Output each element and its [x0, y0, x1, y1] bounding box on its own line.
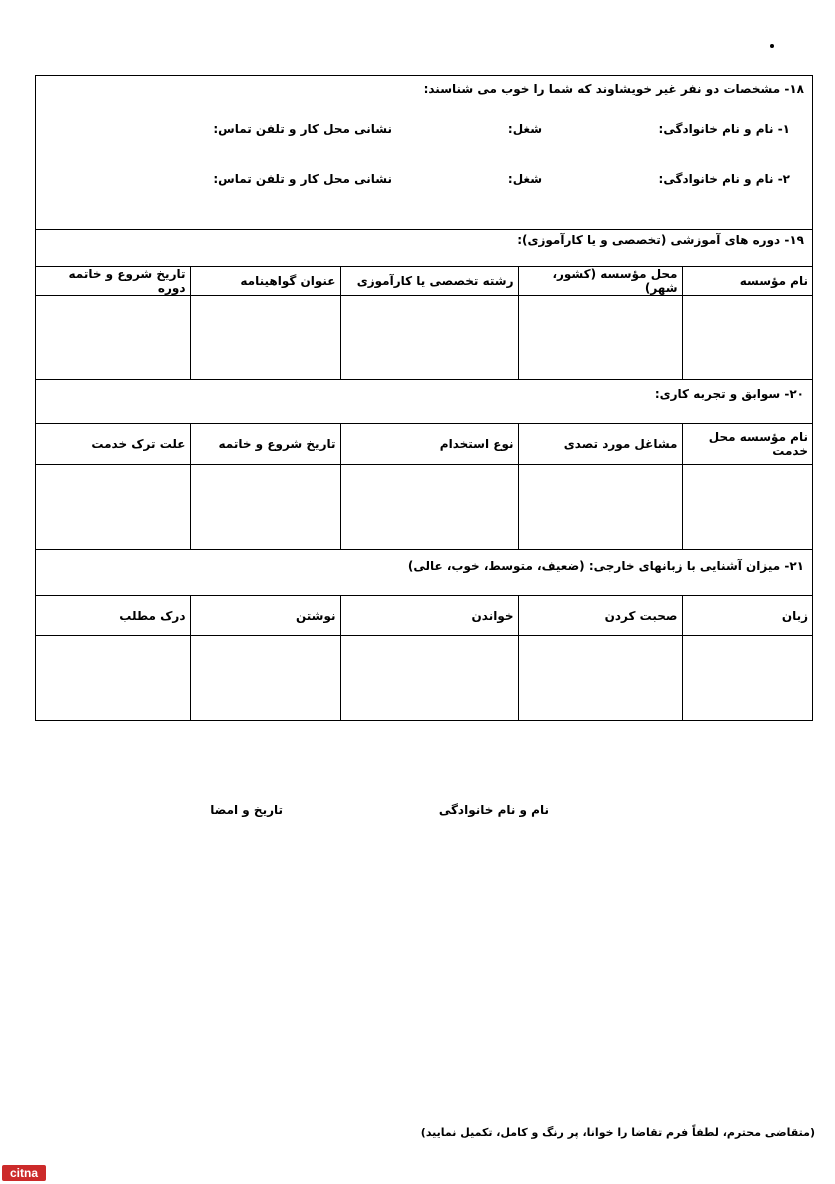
table-cell[interactable]	[518, 296, 682, 380]
table-cell[interactable]	[190, 636, 340, 721]
column-header: مشاغل مورد تصدی	[518, 424, 682, 465]
citna-logo: citna	[2, 1165, 46, 1181]
column-header: تاریخ شروع و خاتمه	[190, 424, 340, 465]
reference-1-job-label: شغل:	[507, 122, 542, 136]
foreign-languages-table	[36, 595, 812, 721]
column-header: زبان	[682, 596, 812, 636]
application-form	[35, 75, 813, 721]
table-cell[interactable]	[518, 636, 682, 721]
column-header: خواندن	[340, 596, 518, 636]
table-row	[36, 465, 812, 550]
table-cell[interactable]	[190, 465, 340, 550]
column-header: نام مؤسسه محل خدمت	[682, 424, 812, 465]
column-header: نوشتن	[190, 596, 340, 636]
table-cell[interactable]	[682, 465, 812, 550]
table-cell[interactable]	[36, 636, 190, 721]
section-20-title: ۲۰- سوابق و تجربه کاری:	[654, 387, 804, 401]
table-cell[interactable]	[190, 296, 340, 380]
reference-1-name-label: ۱- نام و نام خانوادگی:	[658, 122, 790, 136]
training-courses-table	[36, 266, 812, 380]
column-header: درک مطلب	[36, 596, 190, 636]
reference-2-name-label: ۲- نام و نام خانوادگی:	[658, 172, 790, 186]
work-experience-table	[36, 423, 812, 550]
scan-mark	[770, 44, 774, 48]
table-header-row	[36, 596, 812, 636]
table-row	[36, 636, 812, 721]
signature-date-label: تاریخ و امضا	[210, 803, 283, 817]
table-header-row	[36, 424, 812, 465]
table-cell[interactable]	[36, 296, 190, 380]
table-header-row	[36, 267, 812, 296]
table-cell[interactable]	[340, 465, 518, 550]
table-cell[interactable]	[340, 636, 518, 721]
table-cell[interactable]	[518, 465, 682, 550]
reference-2-job-label: شغل:	[507, 172, 542, 186]
table-cell[interactable]	[340, 296, 518, 380]
table-row	[36, 296, 812, 380]
column-header: رشته تخصصی یا کارآموزی	[340, 267, 518, 296]
table-cell[interactable]	[36, 465, 190, 550]
column-header: عنوان گواهینامه	[190, 267, 340, 296]
section-21-title: ۲۱- میزان آشنایی با زبانهای خارجی: (ضعیف، متوسط، خوب، عالی)	[407, 559, 804, 573]
column-header: علت ترک خدمت	[36, 424, 190, 465]
column-header: نوع استخدام	[340, 424, 518, 465]
section-divider	[36, 229, 812, 230]
section-19-title: ۱۹- دوره های آموزشی (تخصصی و یا کارآموزی):	[517, 233, 804, 247]
section-18-title: ۱۸- مشخصات دو نفر غیر خویشاوند که شما را خوب می شناسند:	[423, 82, 804, 96]
column-header: محل مؤسسه (کشور، شهر)	[518, 267, 682, 296]
reference-1-address-label: نشانی محل کار و تلفن تماس:	[213, 122, 392, 136]
column-header: صحبت کردن	[518, 596, 682, 636]
table-cell[interactable]	[682, 296, 812, 380]
footer-note: (متقاضی محترم، لطفاً فرم تقاضا را خوانا، پر رنگ و کامل، تکمیل نمایید)	[420, 1126, 815, 1139]
reference-2-address-label: نشانی محل کار و تلفن تماس:	[213, 172, 392, 186]
table-cell[interactable]	[682, 636, 812, 721]
signature-name-label: نام و نام خانوادگی	[438, 803, 549, 817]
column-header: تاریخ شروع و خاتمه دوره	[36, 267, 190, 296]
column-header: نام مؤسسه	[682, 267, 812, 296]
